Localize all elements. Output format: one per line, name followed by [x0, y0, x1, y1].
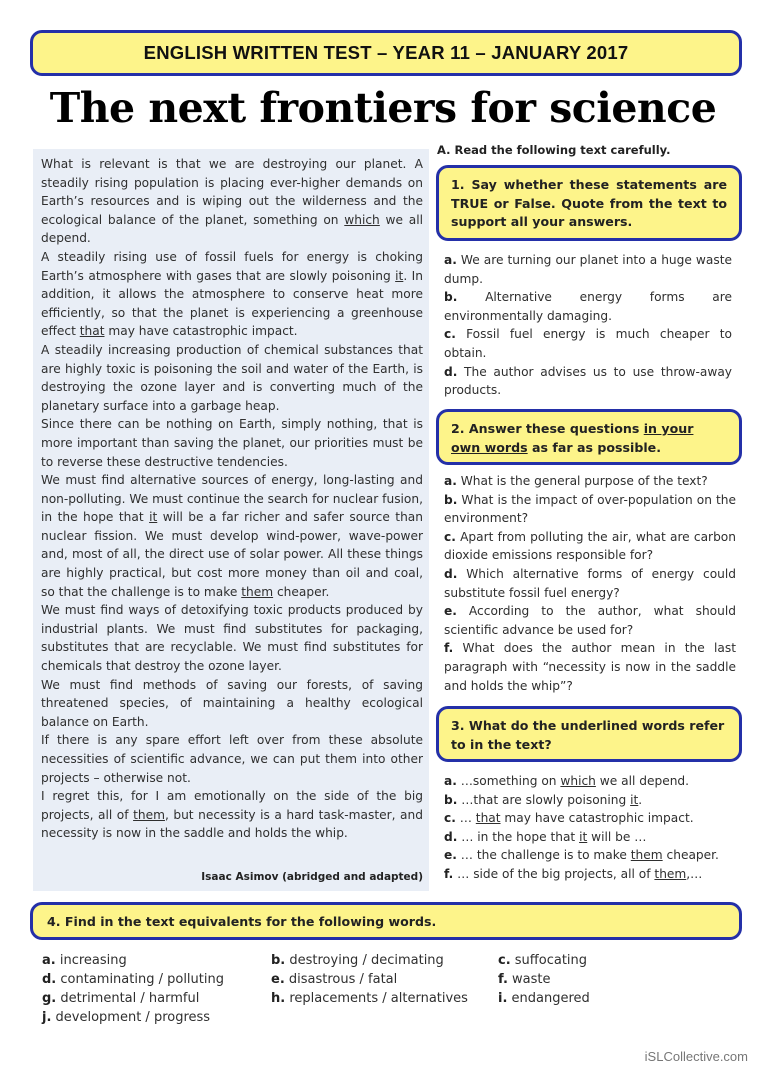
underlined-reference-word: them	[133, 807, 165, 822]
list-item	[444, 602, 736, 639]
reading-paragraph	[41, 731, 423, 787]
vocab-text: detrimental / harmful	[56, 991, 200, 1006]
task4-box	[30, 902, 742, 940]
paragraph-text: We must find ways of detoxifying toxic products produced by industrial plants. We must find substitutes for packaging, substitutes that are recyclable. We must find substitutes for chemicals that destroy the ozone layer.	[41, 603, 423, 674]
task3-list	[444, 772, 736, 884]
task2-instruction-underlined: in your own words	[451, 421, 694, 455]
paragraph-text: If there is any spare effort left over from these absolute necessities of scientific advance, we can put them into other projects – otherwise not.	[41, 733, 423, 785]
vocab-word	[42, 970, 224, 989]
vocab-letter: i.	[498, 991, 508, 1006]
paragraph-text: may have catastrophic impact.	[104, 324, 298, 339]
item-text: cheaper.	[662, 848, 719, 863]
vocab-letter: h.	[271, 991, 286, 1006]
item-text: …	[455, 811, 476, 826]
list-item	[444, 828, 736, 847]
list-item	[444, 565, 736, 602]
list-item	[444, 639, 736, 695]
item-letter: d.	[444, 364, 458, 379]
list-item	[444, 472, 736, 491]
watermark: iSLCollective.com	[644, 1049, 748, 1064]
task3-box	[436, 706, 742, 762]
item-letter: a.	[444, 774, 457, 788]
task1-box	[436, 165, 742, 241]
list-item	[444, 363, 732, 400]
underlined-reference-word: it	[630, 792, 639, 807]
paragraph-text: , but necessity is a hard task-master, and necessity is now in the saddle and holds the whip.	[41, 807, 423, 841]
test-header-title: ENGLISH WRITTEN TEST – YEAR 11 – JANUARY 2017	[143, 42, 629, 63]
list-item	[444, 809, 736, 828]
item-text: The author advises us to use throw-away products.	[444, 364, 732, 398]
list-item	[444, 791, 736, 810]
item-text: Which alternative forms of energy could substitute fossil fuel energy?	[444, 566, 736, 600]
task2-instruction-part: 2. Answer these questions	[451, 421, 644, 436]
vocab-word	[498, 951, 587, 970]
item-text: …that are slowly poisoning	[457, 792, 631, 807]
task2-instruction	[451, 420, 727, 457]
vocab-text: contaminating / polluting	[56, 972, 224, 987]
item-letter: e.	[444, 604, 457, 619]
item-letter: e.	[444, 848, 457, 863]
item-letter: a.	[444, 253, 457, 267]
task3-instruction: 3. What do the underlined words refer to in the text?	[451, 718, 725, 752]
reading-paragraph	[41, 471, 423, 601]
paragraph-text: . In addition, it allows the atmosphere to conserve heat more efficiently, so that the planet is experiencing a greenhouse effect	[41, 268, 423, 339]
vocab-letter: g.	[42, 991, 57, 1006]
item-text: Alternative energy forms are environmentally damaging.	[444, 290, 732, 323]
task1-instruction: 1. Say whether these statements are TRUE or False. Quote from the text to support all your answers.	[451, 177, 727, 229]
list-item	[444, 846, 736, 865]
test-header-box	[30, 30, 742, 76]
vocab-word	[271, 989, 468, 1008]
reading-paragraph	[41, 676, 423, 732]
vocab-word	[42, 951, 127, 970]
reading-paragraph	[41, 248, 423, 341]
vocab-text: disastrous / fatal	[284, 972, 398, 987]
list-item	[444, 325, 732, 362]
vocab-letter: d.	[42, 972, 57, 987]
paragraph-text: We must find methods of saving our forests, of saving threatened species, of maintaining a healthy ecological balance on Earth.	[41, 677, 423, 729]
item-text: … in the hope that	[457, 829, 580, 844]
underlined-reference-word: them	[654, 866, 687, 881]
item-letter: c.	[444, 327, 456, 342]
vocab-text: suffocating	[510, 953, 588, 968]
vocab-word	[271, 951, 444, 970]
underlined-reference-word: it	[579, 829, 588, 844]
paragraph-text: Since there can be nothing on Earth, simply nothing, that is more important than saving the planet, our priorities must be to reverse these destructive tendencies.	[41, 417, 423, 469]
item-letter: b.	[444, 492, 458, 507]
item-text: Apart from polluting the air, what are carbon dioxide emissions responsible for?	[444, 529, 736, 563]
section-a-heading: A. Read the following text carefully.	[437, 143, 671, 157]
paragraph-text: We must find alternative sources of energy, long-lasting and non-polluting. We must continue the search for nuclear fusion, in the hope that	[41, 473, 423, 525]
vocab-word	[498, 970, 551, 989]
underlined-reference-word: them	[630, 848, 663, 863]
vocab-text: replacements / alternatives	[285, 991, 468, 1006]
list-item	[444, 865, 736, 884]
item-letter: b.	[444, 792, 458, 807]
reading-paragraph	[41, 601, 423, 675]
item-text: What is the impact of over-population on the environment?	[444, 492, 736, 526]
vocab-letter: c.	[498, 953, 511, 968]
item-text: ,…	[686, 866, 703, 881]
vocab-text: development / progress	[51, 1010, 211, 1025]
item-text: will be …	[587, 829, 647, 844]
vocab-text: waste	[507, 972, 551, 987]
reading-text	[41, 155, 423, 843]
underlined-reference-word: it	[395, 268, 404, 283]
paragraph-text: What is relevant is that we are destroying our planet. A steadily rising population is placing ever-higher demands on Earth’s resources and is wiping out the wilderness and the ecological balance of the planet, something on	[41, 157, 423, 227]
item-letter: f.	[444, 641, 454, 656]
item-text: may have catastrophic impact.	[500, 811, 694, 826]
main-title: The next frontiers for science	[49, 84, 717, 132]
underlined-reference-word: which	[560, 774, 596, 788]
paragraph-text: A steadily increasing production of chemical substances that are highly toxic is poisoning the soil and water of the Earth, is destroying the ozone layer and is converting much of the planetary surface into a garbage heap.	[41, 342, 423, 413]
underlined-reference-word: that	[475, 811, 501, 826]
item-letter: c.	[444, 529, 456, 544]
underlined-reference-word: which	[344, 212, 380, 227]
item-letter: d.	[444, 829, 458, 844]
vocab-word	[271, 970, 397, 989]
underlined-reference-word: them	[241, 584, 274, 599]
vocab-letter: b.	[271, 953, 286, 968]
paragraph-text: A steadily rising use of fossil fuels for energy is choking Earth’s atmosphere with gases that are slowly poisoning	[41, 249, 423, 283]
item-text: we all depend.	[595, 774, 690, 788]
reading-paragraph	[41, 341, 423, 415]
task2-list	[444, 472, 736, 695]
paragraph-text: cheaper.	[273, 584, 330, 599]
reading-paragraph	[41, 155, 423, 248]
task4-instruction: 4. Find in the text equivalents for the following words.	[47, 913, 437, 929]
list-item	[444, 491, 736, 528]
item-text: According to the author, what should scientific advance be used for?	[444, 604, 736, 637]
item-text: What is the general purpose of the text?	[456, 474, 708, 488]
vocab-letter: f.	[498, 972, 508, 987]
vocab-letter: j.	[42, 1010, 52, 1025]
item-text: .	[638, 792, 643, 807]
reading-paragraph	[41, 787, 423, 843]
task1-list	[444, 251, 732, 400]
item-letter: d.	[444, 566, 458, 581]
task2-box	[436, 409, 742, 465]
item-text: …something on	[456, 774, 561, 788]
list-item	[444, 528, 736, 565]
underlined-reference-word: it	[149, 510, 158, 525]
item-text: We are turning our planet into a huge waste dump.	[444, 253, 732, 286]
vocab-letter: a.	[42, 953, 56, 968]
item-letter: b.	[444, 290, 458, 305]
item-text: … the challenge is to make	[456, 848, 631, 863]
text-source: Isaac Asimov (abridged and adapted)	[201, 871, 423, 883]
vocab-text: destroying / decimating	[285, 953, 444, 968]
item-letter: f.	[444, 866, 454, 881]
list-item	[444, 288, 732, 325]
vocab-word	[42, 1008, 210, 1027]
list-item	[444, 772, 736, 791]
reading-paragraph	[41, 415, 423, 471]
item-letter: a.	[444, 474, 457, 488]
vocab-word	[42, 989, 199, 1008]
item-text: What does the author mean in the last paragraph with “necessity is now in the saddle and holds the whip”?	[444, 641, 736, 693]
paragraph-text: I regret this, for I am emotionally on the side of the big projects, all of	[41, 789, 423, 822]
underlined-reference-word: that	[79, 324, 105, 339]
paragraph-text: will be a far richer and safer source than nuclear fission. We must develop wind-power, wave-power and, most of all, the direct use of solar power. All these things are highly practical, but cost more money than oil and coal, so that the challenge is to make	[41, 510, 423, 599]
vocab-letter: e.	[271, 972, 285, 987]
vocab-text: endangered	[507, 991, 590, 1006]
vocab-text: increasing	[55, 953, 127, 968]
paragraph-text: we all depend.	[41, 212, 423, 246]
list-item	[444, 251, 732, 288]
task2-instruction-part: as far as possible.	[527, 439, 662, 455]
item-text: Fossil fuel energy is much cheaper to obtain.	[444, 327, 732, 360]
vocab-word	[498, 989, 590, 1008]
item-text: … side of the big projects, all of	[453, 866, 655, 881]
item-letter: c.	[444, 811, 456, 826]
